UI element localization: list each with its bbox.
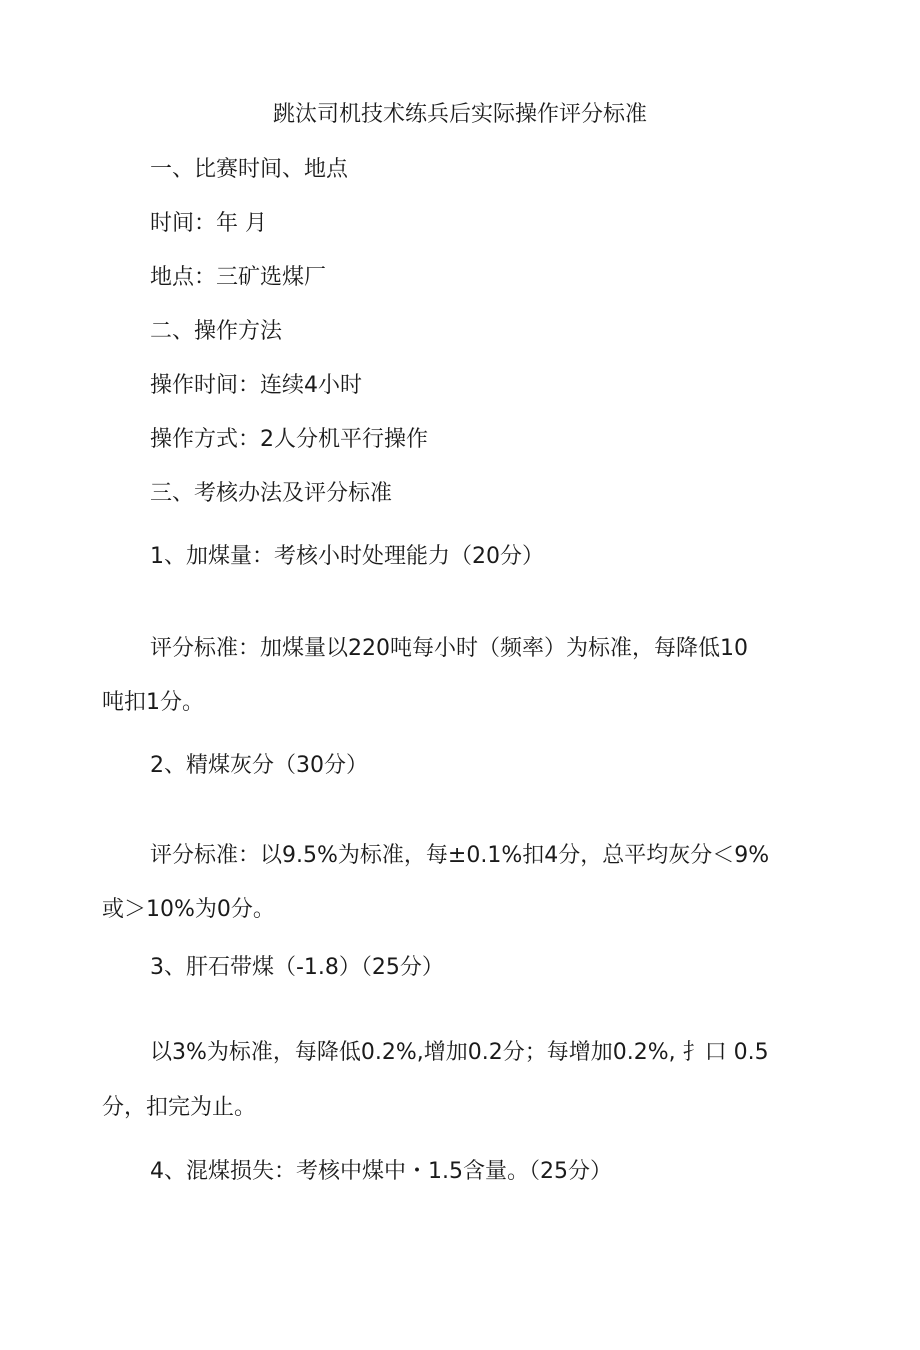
paragraph-operation-time: 操作时间：连续4小时 bbox=[150, 373, 362, 398]
section-heading-assessment: 三、考核办法及评分标准 bbox=[150, 481, 393, 506]
item-2-heading: 2、精煤灰分（30分） bbox=[150, 753, 368, 778]
paragraph-operation-mode: 操作方式：2人分机平行操作 bbox=[150, 427, 428, 452]
section-heading-method: 二、操作方法 bbox=[150, 319, 283, 344]
item-1-criteria-line-2: 吨扣1分。 bbox=[102, 690, 204, 715]
item-3-heading: 3、肝石带煤（-1.8）（25分） bbox=[150, 955, 444, 980]
item-1-criteria-line-1: 评分标准：加煤量以220吨每小时（频率）为标准，每降低10 bbox=[150, 636, 748, 661]
paragraph-time: 时间：年 月 bbox=[150, 211, 267, 236]
item-3-criteria-line-1: 以3%为标准，每降低0.2%,增加0.2分；每增加0.2%, 扌口 0.5 bbox=[150, 1040, 769, 1065]
item-1-heading: 1、加煤量：考核小时处理能力（20分） bbox=[150, 544, 544, 569]
item-2-criteria-line-2: 或＞10%为0分。 bbox=[102, 897, 275, 922]
paragraph-place: 地点：三矿选煤厂 bbox=[150, 265, 327, 290]
document-title: 跳汰司机技术练兵后实际操作评分标准 bbox=[272, 102, 647, 127]
section-heading-time-place: 一、比赛时间、地点 bbox=[150, 157, 349, 182]
item-2-criteria-line-1: 评分标准：以9.5%为标准，每±0.1%扣4分，总平均灰分＜9% bbox=[150, 843, 770, 868]
item-3-criteria-line-2: 分，扣完为止。 bbox=[102, 1095, 257, 1120]
item-4-heading: 4、混煤损失：考核中煤中・1.5含量。（25分） bbox=[150, 1159, 612, 1184]
